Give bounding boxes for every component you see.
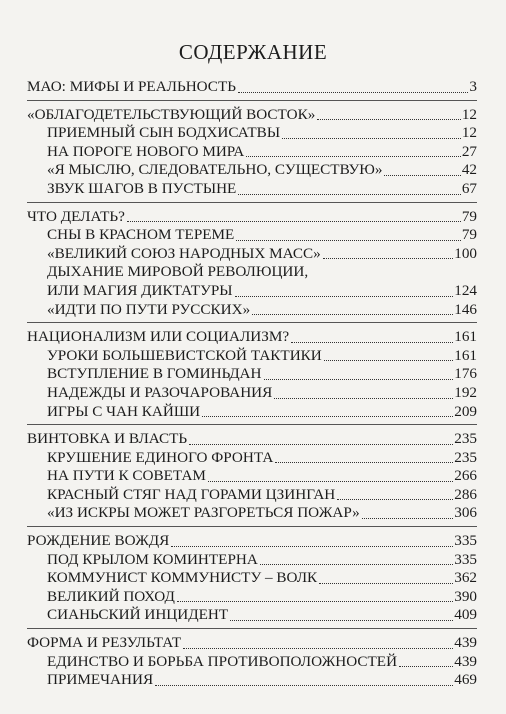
toc-entry-title: «ИДТИ ПО ПУТИ РУССКИХ» xyxy=(47,300,251,318)
toc-page-number: 266 xyxy=(454,467,477,485)
toc-page-number: 235 xyxy=(454,448,477,466)
toc-subentry xyxy=(27,569,477,588)
toc-subentry xyxy=(27,504,477,523)
toc-entry-title: ИГРЫ С ЧАН КАЙШИ xyxy=(47,402,201,420)
toc-chapter xyxy=(27,208,477,227)
toc-page-number: 3 xyxy=(469,78,477,95)
toc-subentry xyxy=(27,588,477,607)
toc-entry-title: НАДЕЖДЫ И РАЗОЧАРОВАНИЯ xyxy=(47,383,273,401)
toc-page-number: 42 xyxy=(461,161,477,179)
toc-page-number: 469 xyxy=(454,671,477,689)
dot-leader xyxy=(177,600,453,602)
toc-section xyxy=(27,78,477,101)
dot-leader xyxy=(317,118,460,120)
toc-entry-title: КРАСНЫЙ СТЯГ НАД ГОРАМИ ЦЗИНГАН xyxy=(47,485,336,503)
toc-page-number: 176 xyxy=(454,365,477,383)
toc-page-number: 12 xyxy=(461,105,477,123)
dot-leader xyxy=(171,545,453,547)
toc-subentry xyxy=(27,606,477,625)
toc-subentry xyxy=(27,671,477,690)
toc-entry-title: «ВЕЛИКИЙ СОЮЗ НАРОДНЫХ МАСС» xyxy=(47,244,321,262)
dot-leader xyxy=(337,498,453,500)
dot-leader xyxy=(324,359,453,361)
toc-entry-title-line: ДЫХАНИЕ МИРОВОЙ РЕВОЛЮЦИИ, xyxy=(47,263,309,281)
dot-leader xyxy=(202,415,453,417)
dot-leader xyxy=(264,378,454,380)
toc-entry-title: ВИНТОВКА И ВЛАСТЬ xyxy=(27,430,188,448)
toc-entry-title: ЕДИНСТВО И БОРЬБА ПРОТИВОПОЛОЖНОСТЕЙ xyxy=(47,652,398,670)
toc-subentry xyxy=(27,384,477,403)
toc-subentry xyxy=(27,282,477,301)
toc-entry-title: ФОРМА И РЕЗУЛЬТАТ xyxy=(27,634,182,652)
toc-subentry xyxy=(27,449,477,468)
toc-page-number: 390 xyxy=(454,587,477,605)
dot-leader xyxy=(183,647,453,649)
toc-section xyxy=(27,106,477,203)
toc-subentry xyxy=(27,124,477,143)
toc-page-number: 439 xyxy=(454,634,477,652)
dot-leader xyxy=(252,313,453,315)
toc-page-number: 192 xyxy=(454,383,477,401)
dot-leader xyxy=(155,684,453,686)
dot-leader xyxy=(127,220,461,222)
toc-entry-title: ПРИМЕЧАНИЯ xyxy=(47,671,154,689)
toc-section xyxy=(27,532,477,629)
dot-leader xyxy=(238,193,460,195)
toc-chapter xyxy=(27,328,477,347)
toc-page-number: 79 xyxy=(461,207,477,225)
toc-page-number: 306 xyxy=(454,504,477,522)
dot-leader xyxy=(275,461,453,463)
toc-chapter xyxy=(27,78,477,97)
toc-entry-title: «ИЗ ИСКРЫ МОЖЕТ РАЗГОРЕТЬСЯ ПОЖАР» xyxy=(47,504,360,522)
toc-page-number: 79 xyxy=(461,226,477,244)
toc-page-number: 100 xyxy=(454,244,477,262)
toc-subentry xyxy=(27,245,477,264)
toc-entry-title: КРУШЕНИЕ ЕДИНОГО ФРОНТА xyxy=(47,448,274,466)
toc-subentry xyxy=(27,653,477,672)
toc-entry-title: НАЦИОНАЛИЗМ ИЛИ СОЦИАЛИЗМ? xyxy=(27,328,290,346)
toc-entry-title: РОЖДЕНИЕ ВОЖДЯ xyxy=(27,532,170,550)
toc-page-number: 124 xyxy=(454,281,477,299)
toc-page-number: 335 xyxy=(454,550,477,568)
toc-subentry xyxy=(27,180,477,199)
toc-subentry xyxy=(27,486,477,505)
toc-page-number: 146 xyxy=(454,300,477,318)
toc-subentry xyxy=(27,551,477,570)
dot-leader xyxy=(238,91,468,93)
toc-page-number: 161 xyxy=(454,346,477,364)
toc-page-number: 235 xyxy=(454,430,477,448)
dot-leader xyxy=(384,174,460,176)
table-of-contents xyxy=(27,78,477,698)
toc-entry-title: УРОКИ БОЛЬШЕВИСТСКОЙ ТАКТИКИ xyxy=(47,346,322,364)
toc-chapter xyxy=(27,532,477,551)
toc-entry-title: ЗВУК ШАГОВ В ПУСТЫНЕ xyxy=(47,179,237,197)
toc-entry-title: СИАНЬСКИЙ ИНЦИДЕНТ xyxy=(47,606,229,624)
toc-subentry xyxy=(27,365,477,384)
toc-page-number: 439 xyxy=(454,652,477,670)
toc-subentry xyxy=(27,347,477,366)
dot-leader xyxy=(399,665,453,667)
toc-section xyxy=(27,430,477,527)
toc-subentry xyxy=(27,467,477,486)
toc-section xyxy=(27,328,477,425)
toc-entry-title: ПОД КРЫЛОМ КОМИНТЕРНА xyxy=(47,550,258,568)
toc-entry-title: «ОБЛАГОДЕТЕЛЬСТВУЮЩИЙ ВОСТОК» xyxy=(27,105,316,123)
dot-leader xyxy=(230,619,453,621)
toc-entry-title: «Я МЫСЛЮ, СЛЕДОВАТЕЛЬНО, СУЩЕСТВУЮ» xyxy=(47,161,383,179)
toc-subentry xyxy=(27,301,477,320)
toc-subentry xyxy=(27,143,477,162)
toc-entry-title: НА ПОРОГЕ НОВОГО МИРА xyxy=(47,142,245,160)
dot-leader xyxy=(189,443,453,445)
toc-entry-title: ИЛИ МАГИЯ ДИКТАТУРЫ xyxy=(47,281,233,299)
dot-leader xyxy=(246,155,461,157)
toc-chapter xyxy=(27,634,477,653)
toc-entry-title: СНЫ В КРАСНОМ ТЕРЕМЕ xyxy=(47,226,235,244)
toc-subentry xyxy=(27,161,477,180)
toc-entry-title: МАО: МИФЫ И РЕАЛЬНОСТЬ xyxy=(27,78,236,95)
toc-page-number: 286 xyxy=(454,485,477,503)
toc-page-number: 409 xyxy=(454,606,477,624)
toc-entry-title: ЧТО ДЕЛАТЬ? xyxy=(27,207,125,225)
dot-leader xyxy=(282,137,461,139)
toc-page-number: 161 xyxy=(454,328,477,346)
toc-entry-title: КОММУНИСТ КОММУНИСТУ – ВОЛК xyxy=(47,569,318,587)
toc-chapter xyxy=(27,430,477,449)
toc-subentry xyxy=(27,403,477,422)
dot-leader xyxy=(274,397,453,399)
toc-page-number: 27 xyxy=(461,142,477,160)
toc-chapter xyxy=(27,106,477,125)
toc-entry-title: НА ПУТИ К СОВЕТАМ xyxy=(47,467,206,485)
dot-leader xyxy=(236,239,460,241)
toc-section xyxy=(27,634,477,693)
toc-subentry xyxy=(27,226,477,245)
dot-leader xyxy=(291,341,453,343)
dot-leader xyxy=(323,257,453,259)
toc-entry-title: ПРИЕМНЫЙ СЫН БОДХИСАТВЫ xyxy=(47,124,281,142)
toc-page-number: 67 xyxy=(461,179,477,197)
toc-entry-title: ВЕЛИКИЙ ПОХОД xyxy=(47,587,175,605)
dot-leader xyxy=(362,517,453,519)
toc-page-number: 209 xyxy=(454,402,477,420)
toc-page-number: 12 xyxy=(461,124,477,142)
page-title: СОДЕРЖАНИЕ xyxy=(178,40,328,64)
dot-leader xyxy=(235,295,454,297)
toc-page-number: 362 xyxy=(454,569,477,587)
dot-leader xyxy=(208,480,453,482)
toc-section xyxy=(27,208,477,324)
dot-leader xyxy=(260,563,453,565)
toc-page-number: 335 xyxy=(454,532,477,550)
dot-leader xyxy=(319,582,453,584)
toc-entry-title: ВСТУПЛЕНИЕ В ГОМИНЬДАН xyxy=(47,365,262,383)
